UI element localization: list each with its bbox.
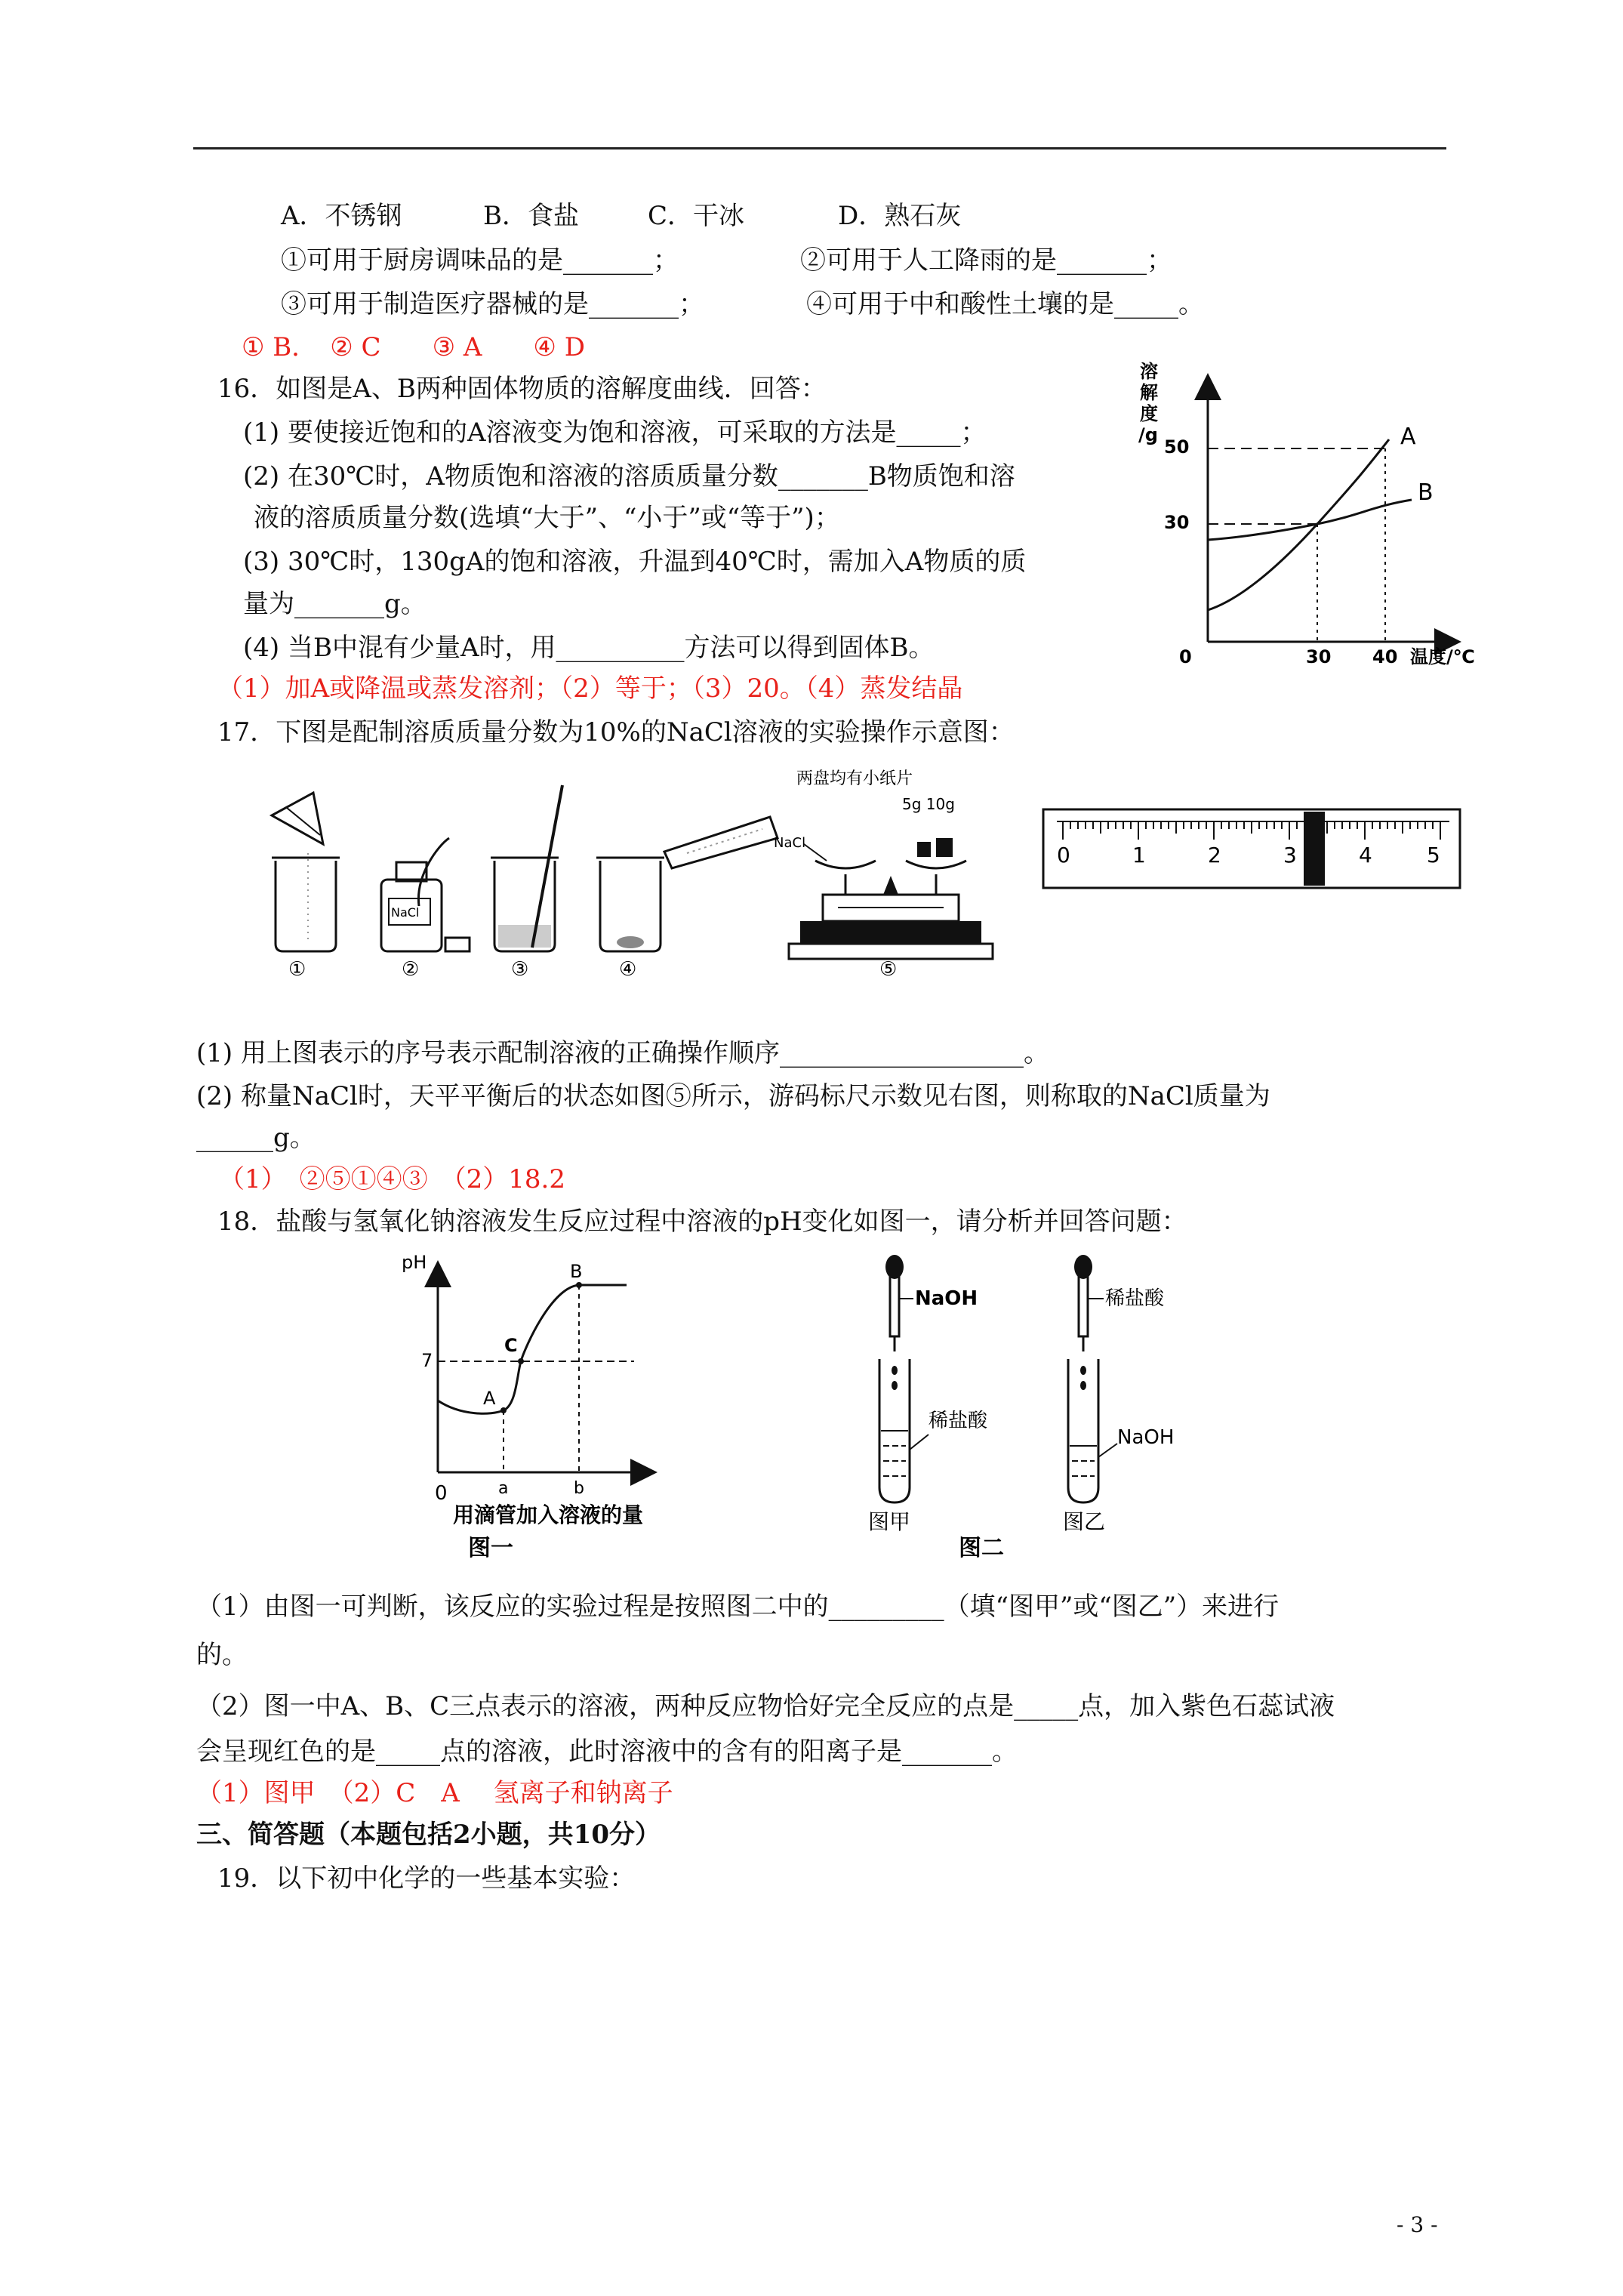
q15-item-3: ③可用于制造医疗器械的是_______； xyxy=(281,289,704,319)
ph-y-label: pH xyxy=(402,1252,427,1273)
figure-yi xyxy=(1063,1255,1174,1534)
test-tube-figures xyxy=(853,1246,1276,1563)
figure-2-reagent-bottle xyxy=(381,838,470,981)
ruler-label-1: 1 xyxy=(1132,843,1146,868)
ph-origin: 0 xyxy=(435,1482,448,1505)
figure-1-pour-solid xyxy=(272,793,340,981)
curve-a-label: A xyxy=(1400,424,1416,450)
x-axis-label: 温度/℃ xyxy=(1410,646,1475,667)
figure-2-caption: 图二 xyxy=(959,1535,1004,1561)
figure-jia xyxy=(868,1255,988,1534)
section-3-heading: 三、简答题（本题包括2小题，共10分） xyxy=(196,1820,661,1850)
ruler-label-4: 4 xyxy=(1359,843,1372,868)
ph-mark-b: b xyxy=(574,1479,584,1498)
header-rule xyxy=(193,147,1446,149)
x-tick-30: 30 xyxy=(1306,646,1332,667)
q15-answer: ① B． ② C ③ A ④ D xyxy=(242,332,585,362)
y-axis-label-1: 溶 xyxy=(1140,361,1158,382)
ph-point-a: A xyxy=(483,1388,496,1409)
q17-part-1: (1) 用上图表示的序号表示配制溶液的正确操作顺序___________________。 xyxy=(196,1038,1049,1068)
q16-part-4: (4) 当B中混有少量A时，用__________方法可以得到固体B。 xyxy=(243,633,935,663)
y-tick-30: 30 xyxy=(1164,512,1190,533)
figure-1-number: ① xyxy=(288,958,306,981)
q15-option-b: B．食盐 xyxy=(483,201,579,231)
q18-part-1b: 的。 xyxy=(196,1640,248,1670)
figure-5-number: ⑤ xyxy=(879,958,898,981)
balance-nacl-label: NaCl xyxy=(774,835,806,851)
figure-3-number: ③ xyxy=(511,958,529,981)
q15-item-1: ①可用于厨房调味品的是_______； xyxy=(281,245,679,276)
ruler-label-2: 2 xyxy=(1208,843,1221,868)
ph-tick-7: 7 xyxy=(421,1350,433,1371)
y-axis-label-3: 度 xyxy=(1140,403,1158,424)
ruler-label-3: 3 xyxy=(1283,843,1297,868)
x-tick-40: 40 xyxy=(1372,646,1398,667)
y-axis-label-2: 解 xyxy=(1140,382,1158,403)
jia-dropper-label: NaOH xyxy=(915,1287,978,1310)
solubility-graph xyxy=(1125,355,1517,680)
ruler-label-5: 5 xyxy=(1427,843,1440,868)
page-number: - 3 - xyxy=(1397,2212,1438,2237)
balance-weights: 5g 10g xyxy=(902,795,955,813)
q17-part-2: (2) 称量NaCl时，天平平衡后的状态如图⑤所示，游码标尺示数见右图，则称取的NaCl质量为 xyxy=(196,1081,1270,1111)
jia-caption: 图甲 xyxy=(868,1509,911,1534)
ph-x-label: 用滴管加入溶液的量 xyxy=(453,1502,644,1527)
yi-caption: 图乙 xyxy=(1063,1509,1106,1534)
q15-item-4: ④可用于中和酸性土壤的是_____。 xyxy=(806,289,1204,319)
q18-part-2b: 会呈现红色的是_____点的溶液，此时溶液中的含有的阳离子是_______。 xyxy=(196,1737,1018,1767)
ruler-label-0: 0 xyxy=(1057,843,1070,868)
ph-point-b: B xyxy=(570,1261,583,1282)
q18-part-2: （2）图一中A、B、C三点表示的溶液，两种反应物恰好完全反应的点是_____点，加入紫色石蕊试液 xyxy=(196,1691,1335,1721)
ph-mark-a: a xyxy=(498,1479,509,1498)
q15-item-2: ②可用于人工降雨的是_______； xyxy=(800,245,1172,276)
q15-option-a: A．不锈钢 xyxy=(281,201,402,231)
q17-part-2b: ______g。 xyxy=(196,1123,316,1153)
figure-1-caption: 图一 xyxy=(468,1535,513,1561)
q16-stem: 16．如图是A、B两种固体物质的溶解度曲线．回答： xyxy=(217,374,827,404)
q18-stem: 18．盐酸与氢氧化钠溶液发生反应过程中溶液的pH变化如图一，请分析并回答问题： xyxy=(217,1207,1187,1237)
x-tick-0: 0 xyxy=(1179,646,1192,667)
q17-operation-figures xyxy=(242,763,1034,989)
bottle-label: NaCl xyxy=(391,905,420,920)
curve-b-label: B xyxy=(1418,479,1434,506)
balance-note: 两盘均有小纸片 xyxy=(796,769,913,788)
q16-part-1: (1) 要使接近饱和的A溶液变为饱和溶液，可采取的方法是_____； xyxy=(243,418,987,448)
y-axis-label-4: /g xyxy=(1138,424,1158,445)
q15-option-d: D．熟石灰 xyxy=(838,201,962,231)
ph-curve-graph xyxy=(393,1246,732,1563)
q16-part-3b: 量为_______g。 xyxy=(243,589,427,619)
ph-point-c: C xyxy=(504,1335,518,1356)
figure-4-pour-water xyxy=(596,817,778,981)
figure-2-number: ② xyxy=(402,958,420,981)
q16-part-2a: (2) 在30℃时，A物质饱和溶液的溶质质量分数_______B物质饱和溶 xyxy=(243,461,1015,492)
q18-part-1: （1）由图一可判断，该反应的实验过程是按照图二中的_________（填“图甲”或“图乙”）来进行 xyxy=(196,1592,1280,1622)
jia-liquid-label: 稀盐酸 xyxy=(929,1410,988,1432)
figure-4-number: ④ xyxy=(619,958,637,981)
q15-option-c: C．干冰 xyxy=(648,201,745,231)
y-tick-50: 50 xyxy=(1164,436,1190,458)
q17-answer: （1） ②⑤①④③ （2）18.2 xyxy=(219,1164,565,1194)
figure-5-balance xyxy=(774,769,993,981)
yi-dropper-label: 稀盐酸 xyxy=(1105,1287,1165,1310)
q18-answer: （1）图甲 （2）C A 氢离子和钠离子 xyxy=(196,1778,673,1808)
rider-weight xyxy=(1304,812,1325,886)
q16-part-2b: 液的溶质质量分数(选填“大于”、“小于”或“等于”)； xyxy=(254,503,840,533)
q16-part-3a: (3) 30℃时，130gA的饱和溶液，升温到40℃时，需加入A物质的质 xyxy=(243,547,1027,577)
ph-curve xyxy=(438,1285,627,1413)
yi-liquid-label: NaOH xyxy=(1117,1426,1175,1449)
figure-3-stirring xyxy=(491,785,562,981)
q17-stem: 17．下图是配制溶质质量分数为10%的NaCl溶液的实验操作示意图： xyxy=(217,717,1015,747)
rider-scale-ruler xyxy=(1042,808,1464,891)
q19-stem: 19．以下初中化学的一些基本实验： xyxy=(217,1863,636,1894)
q16-answer: （1）加A或降温或蒸发溶剂；（2）等于；（3）20。（4）蒸发结晶 xyxy=(217,673,963,704)
